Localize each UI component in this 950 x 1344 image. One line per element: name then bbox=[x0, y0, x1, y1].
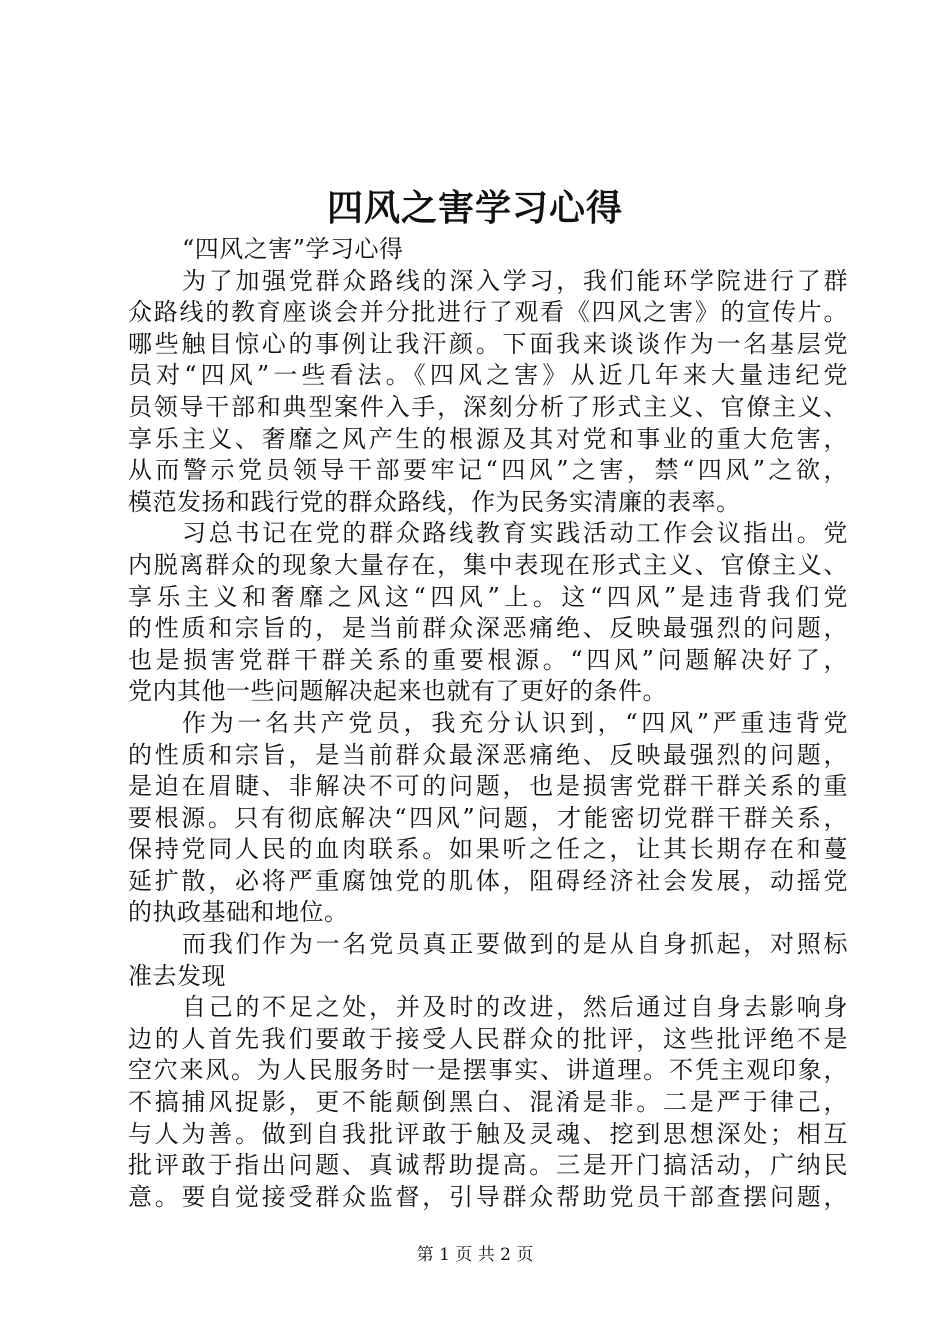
text-line: “四风之害”学习心得 bbox=[182, 235, 404, 263]
text-line: 是迫在眉睫、非解决不可的问题，也是损害党群干群关系的重 bbox=[128, 772, 848, 801]
text-line: 模范发扬和践行党的群众路线，作为民务实清廉的表率。 bbox=[128, 487, 741, 516]
document-title: 四风之害学习心得 bbox=[326, 187, 623, 229]
text-line: 内脱离群众的现象大量存在，集中表现在形式主义、官僚主义、 bbox=[128, 550, 848, 579]
text-line: 享乐主义、奢靡之风产生的根源及其对党和事业的重大危害， bbox=[128, 424, 848, 453]
text-line: 员领导干部和典型案件入手，深刻分析了形式主义、官僚主义、 bbox=[128, 392, 848, 421]
text-line: 哪些触目惊心的事例让我汗颜。下面我来谈谈作为一名基层党 bbox=[128, 329, 848, 358]
text-line: 批评敢于指出问题、真诚帮助提高。三是开门搞活动，广纳民 bbox=[128, 1151, 848, 1180]
text-line: 不搞捕风捉影，更不能颠倒黑白、混淆是非。二是严于律己， bbox=[128, 1088, 848, 1117]
text-line: 延扩散，必将严重腐蚀党的肌体，阻碍经济社会发展，动摇党 bbox=[128, 866, 848, 895]
text-line: 也是损害党群干群关系的重要根源。“四风”问题解决好了， bbox=[128, 645, 848, 674]
text-line: 边的人首先我们要敢于接受人民群众的批评，这些批评绝不是 bbox=[128, 1024, 848, 1053]
text-line: 为了加强党群众路线的深入学习，我们能环学院进行了群 bbox=[182, 266, 848, 295]
text-line: 的执政基础和地位。 bbox=[128, 898, 349, 927]
text-line: 空穴来风。为人民服务时一是摆事实、讲道理。不凭主观印象， bbox=[128, 1056, 848, 1085]
document-body bbox=[128, 234, 848, 1213]
page-footer: 第 1 页 共 2 页 bbox=[416, 1245, 534, 1265]
text-line: 意。要自觉接受群众监督，引导群众帮助党员干部查摆问题， bbox=[128, 1182, 848, 1211]
text-line: 习总书记在党的群众路线教育实践活动工作会议指出。党 bbox=[182, 519, 848, 548]
text-line: 而我们作为一名党员真正要做到的是从自身抓起，对照标 bbox=[182, 930, 848, 959]
text-line: 自己的不足之处，并及时的改进，然后通过自身去影响身 bbox=[182, 993, 848, 1022]
text-line: 员对“四风”一些看法。《四风之害》从近几年来大量违纪党 bbox=[128, 361, 848, 390]
text-line: 与人为善。做到自我批评敢于触及灵魂、挖到思想深处；相互 bbox=[128, 1119, 848, 1148]
text-line: 准去发现 bbox=[128, 961, 226, 990]
text-line: 的性质和宗旨，是当前群众最深恶痛绝、反映最强烈的问题， bbox=[128, 740, 848, 769]
text-line: 的性质和宗旨的，是当前群众深恶痛绝、反映最强烈的问题， bbox=[128, 614, 848, 643]
text-line: 从而警示党员领导干部要牢记“四风”之害，禁“四风”之欲， bbox=[128, 456, 848, 485]
text-line: 享乐主义和奢靡之风这“四风”上。这“四风”是违背我们党 bbox=[128, 582, 848, 611]
text-line: 保持党同人民的血肉联系。如果听之任之，让其长期存在和蔓 bbox=[128, 835, 848, 864]
text-line: 要根源。只有彻底解决“四风”问题，才能密切党群干群关系， bbox=[128, 803, 848, 832]
text-line: 党内其他一些问题解决起来也就有了更好的条件。 bbox=[128, 677, 667, 706]
text-line: 作为一名共产党员，我充分认识到，“四风”严重违背党 bbox=[182, 708, 848, 737]
text-line: 众路线的教育座谈会并分批进行了观看《四风之害》的宣传片。 bbox=[128, 298, 848, 327]
